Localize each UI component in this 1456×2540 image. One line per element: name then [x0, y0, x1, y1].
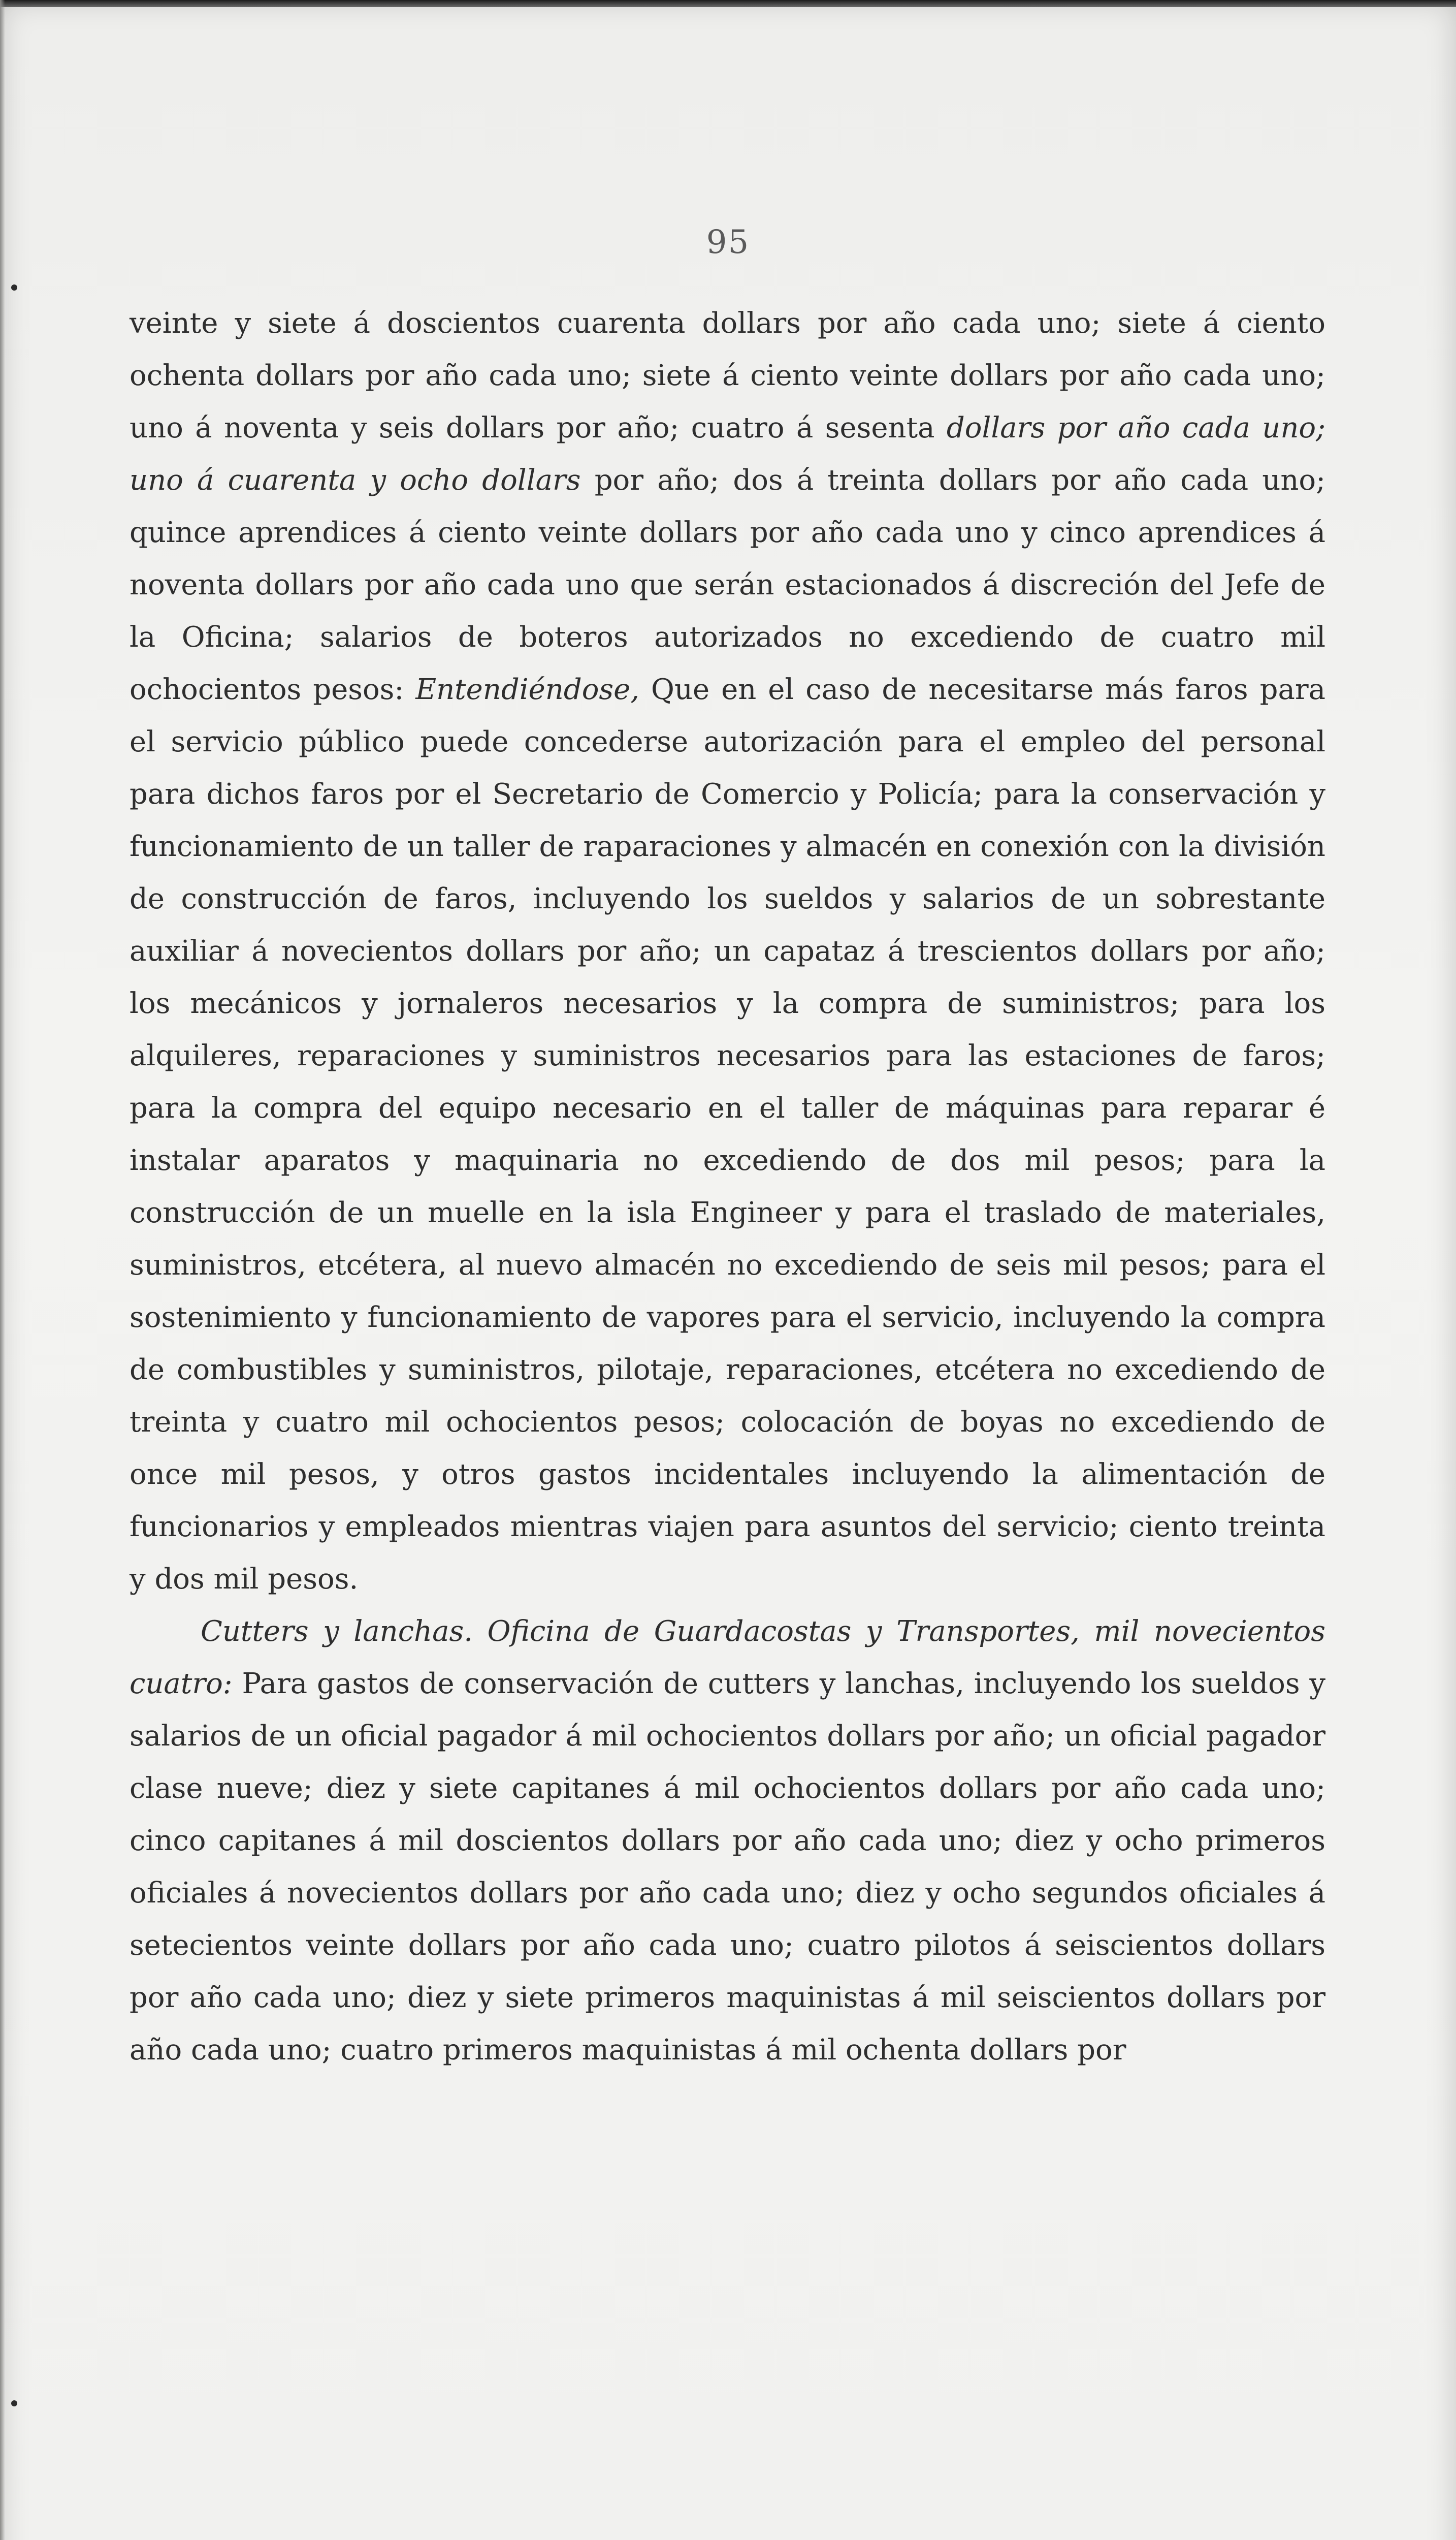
- page-number: 95: [706, 224, 750, 261]
- italic-run: Cutters y lanchas. Oficina de Guardacostas y Transportes, mil novecientos cuatro:: [130, 1615, 1325, 1700]
- text-run: Para gastos de conservación de cutters y lanchas, incluyendo los sueldos y salarios de un oficial pagador á mil ochocientos dollars por año; un oficial pagador clase nueve; diez y siete capitanes á mil ochocientos dollars por año cada uno; cinco capitanes á mil doscientos dollars por año cada uno; diez y ocho primeros oficiales á novecientos dollars por año cada uno; diez y ocho segundos oficiales á setecientos veinte dollars por año cada uno; cuatro pilotos á seiscientos dollars por año cada uno; diez y siete primeros maquinistas á mil seiscientos dollars por año cada uno; cuatro primeros maquinistas á mil ochenta dollars por: [130, 1667, 1325, 2067]
- text-run: Que en el caso de necesitarse más faros para el servicio público puede concederse autorización para el empleo del personal para dichos faros por el Secretario de Comercio y Policía; para la conservación y funcionamiento de un taller de raparaciones y almacén en conexión con la división de construcción de faros, incluyendo los sueldos y salarios de un sobrestante auxiliar á novecientos dollars por año; un capataz á trescientos dollars por año; los mecánicos y jornaleros necesarios y la compra de suministros; para los alquileres, reparaciones y suministros necesarios para las estaciones de faros; para la compra del equipo necesario en el taller de máquinas para reparar é instalar aparatos y maquinaria no excediendo de dos mil pesos; para la construcción de un muelle en la isla Engineer y para el traslado de materiales, suministros, etcétera, al nuevo almacén no excediendo de seis mil pesos; para el sostenimiento y funcionamiento de vapores para el servicio, incluyendo la compra de combustibles y suministros, pilotaje, reparaciones, etcétera no excediendo de treinta y cuatro mil ochocientos pesos; colocación de boyas no excediendo de once mil pesos, y otros gastos incidentales incluyendo la alimentación de funcionarios y empleados mientras viajen para asuntos del servicio; ciento treinta y dos mil pesos.: [130, 673, 1325, 1596]
- paragraph: [130, 297, 1325, 1605]
- scan-speck: [11, 2400, 17, 2406]
- page-left-edge: [0, 0, 5, 2540]
- page-top-edge: [0, 0, 1456, 7]
- scan-speck: [11, 284, 17, 291]
- italic-run: dollars por año cada uno; uno á cuarenta y ocho dollars: [130, 411, 1325, 497]
- text-run: veinte y siete á doscientos cuarenta dollars por año cada uno; siete á ciento ochenta dollars por año cada uno; siete á ciento veinte dollars por año cada uno; uno á noventa y seis dollars por año; cuatro á sesenta: [130, 307, 1325, 444]
- body-text: [130, 297, 1325, 2076]
- italic-run: Entendiéndose,: [415, 673, 640, 706]
- paragraph: [130, 1605, 1325, 2076]
- text-run: por año; dos á treinta dollars por año cada uno; quince aprendices á ciento veinte dollars por año cada uno y cinco aprendices á noventa dollars por año cada uno que serán estacionados á discreción del Jefe de la Oficina; salarios de boteros autorizados no excediendo de cuatro mil ochocientos pesos:: [130, 464, 1325, 706]
